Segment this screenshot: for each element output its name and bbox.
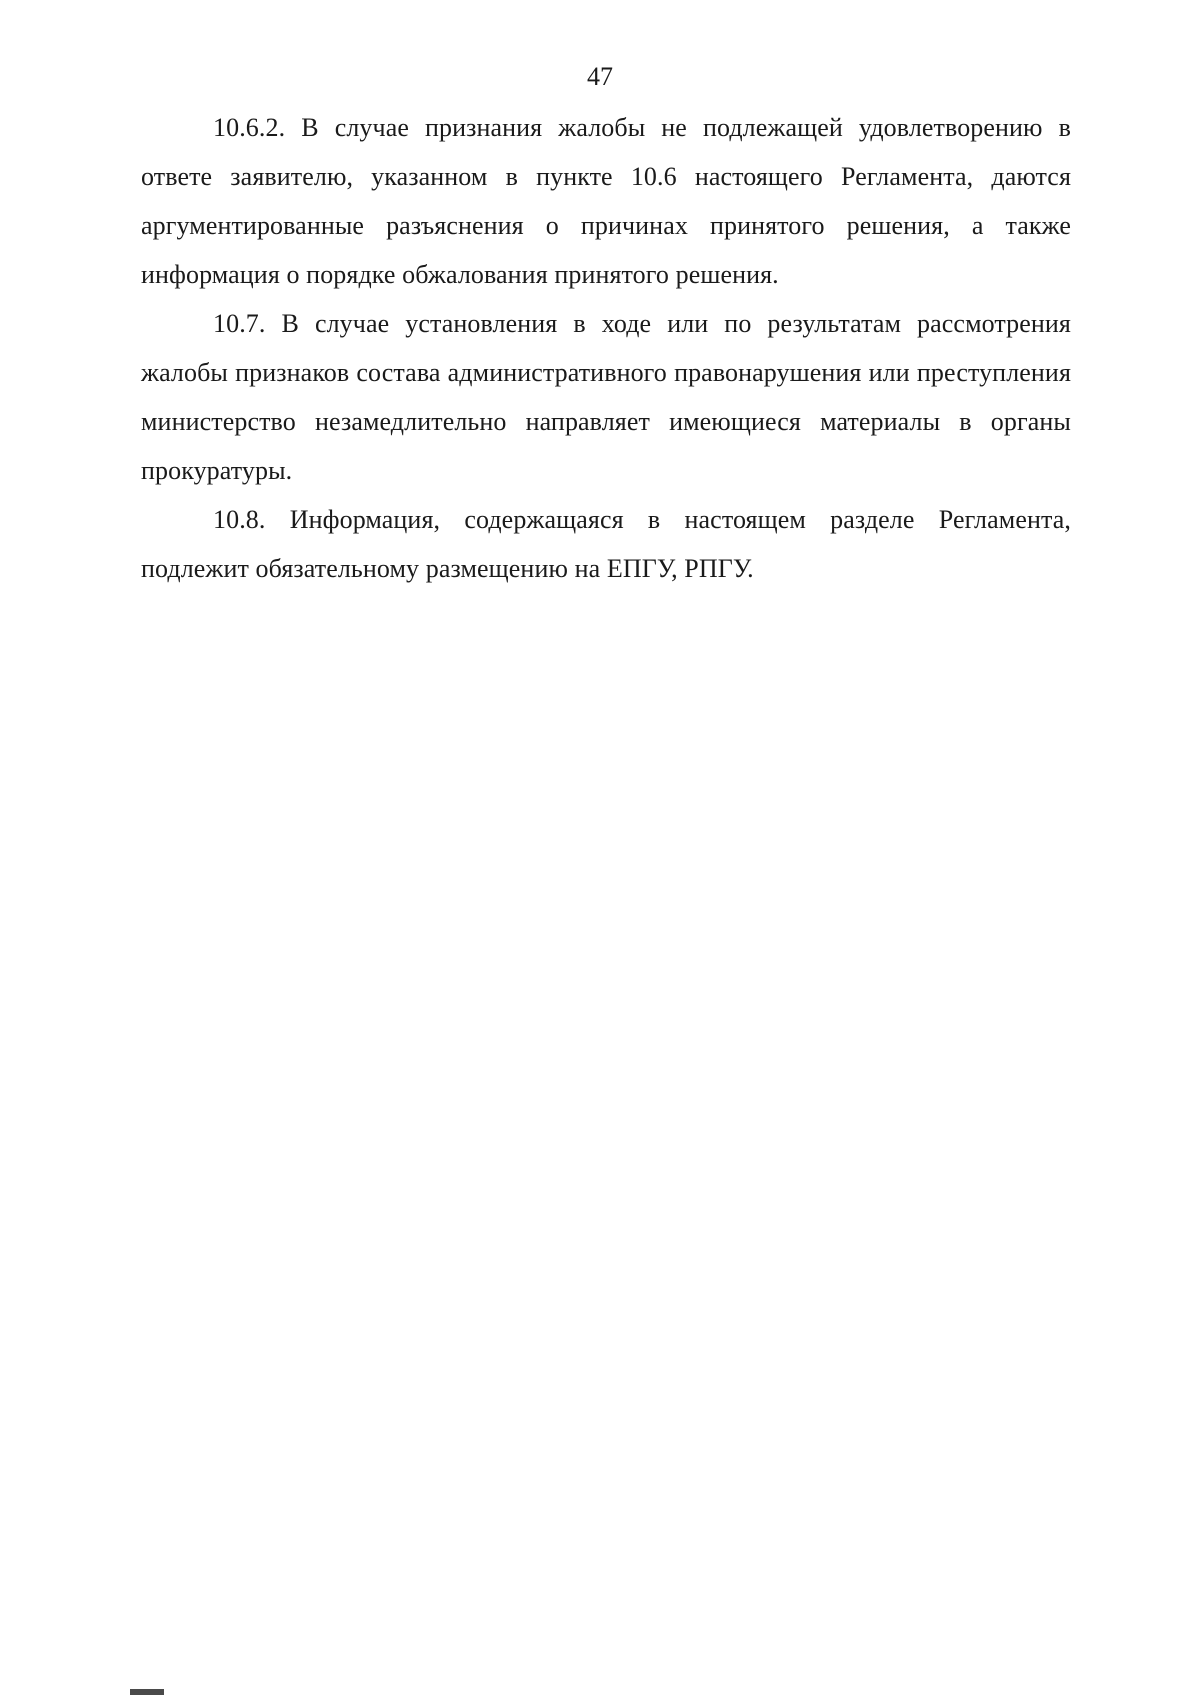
paragraph-10-7: 10.7. В случае установления в ходе или по результатам рассмотрения жалобы признаков состава административного правонарушения или преступления министерство незамедлительно направляет имеющиеся материалы в органы прокуратуры. (141, 309, 1071, 485)
paragraph-10-6-2: 10.6.2. В случае признания жалобы не подлежащей удовлетворению в ответе заявителю, указанном в пункте 10.6 настоящего Регламента, даются аргументированные разъяснения о причинах принятого решения, а также информация о порядке обжалования принятого решения. (141, 113, 1071, 289)
paragraph-10-8: 10.8. Информация, содержащаяся в настоящем разделе Регламента, подлежит обязательному размещению на ЕПГУ, РПГУ. (141, 505, 1071, 583)
page-number: 47 (587, 62, 613, 91)
scan-edge-mark (130, 1689, 164, 1695)
document-body (141, 103, 1071, 593)
